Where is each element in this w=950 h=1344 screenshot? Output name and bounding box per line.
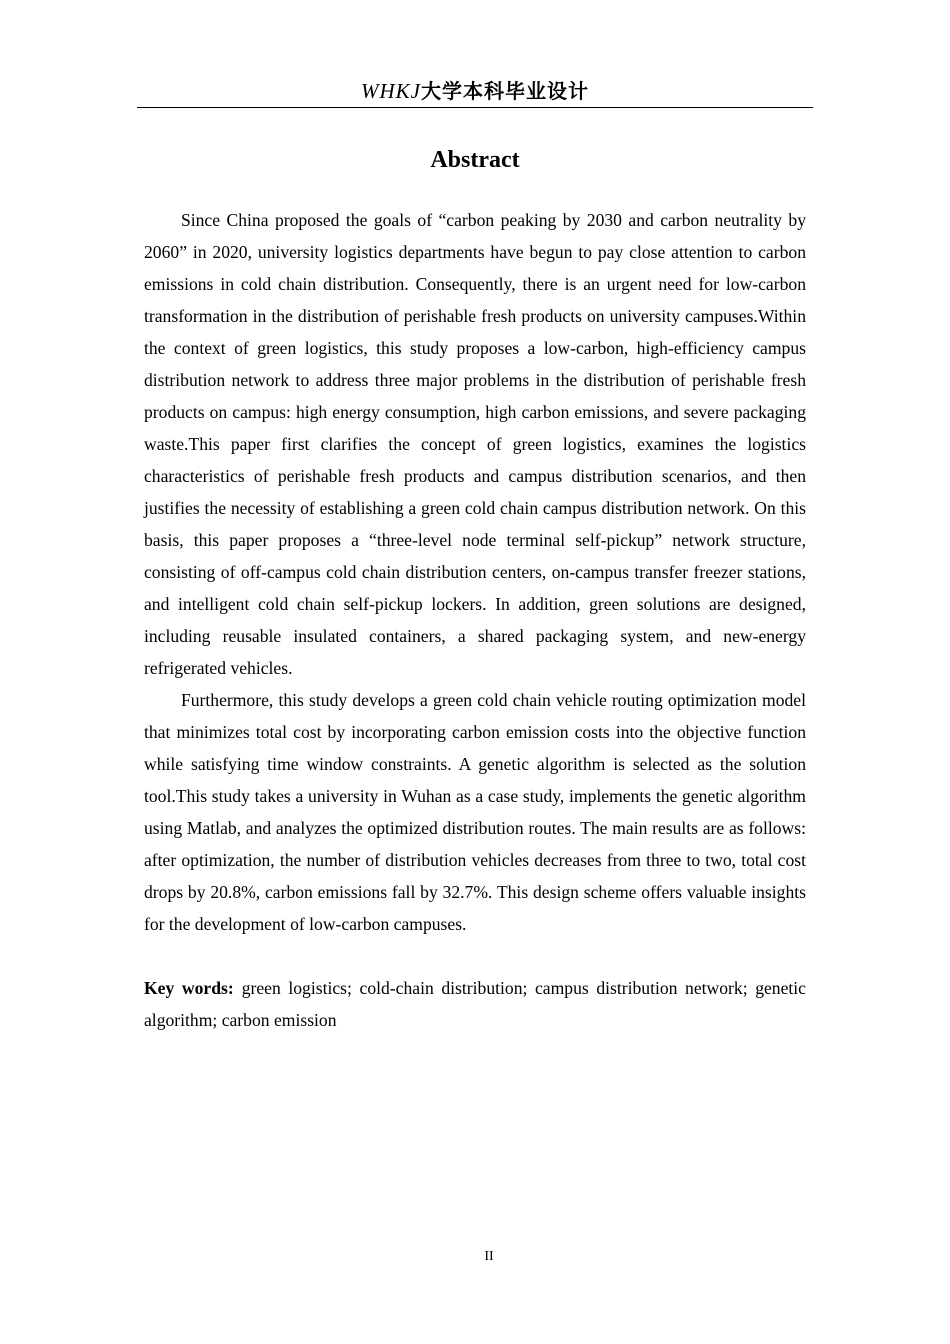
keywords-text: green logistics; cold-chain distribution; campus distribution network; genetic algorithm; carbon emission [144,978,806,1030]
header-title [361,79,589,103]
keywords-line [144,972,806,1036]
keywords-label: Key words: [144,978,234,998]
header-abbr: WHKJ [361,79,421,103]
page-header [137,78,813,108]
abstract-paragraph-2: Furthermore, this study develops a green cold chain vehicle routing optimization model that minimizes total cost by incorporating carbon emission costs into the objective function while satisfying time window constraints. A genetic algorithm is selected as the solution tool.This study takes a university in Wuhan as a case study, implements the genetic algorithm using Matlab, and analyzes the optimized distribution routes. The main results are as follows: after optimization, the number of distribution vehicles decreases from three to two, total cost drops by 20.8%, carbon emissions fall by 32.7%. This design scheme offers valuable insights for the development of low-carbon campuses. [144,690,806,934]
abstract-title: Abstract [430,147,520,173]
page-number: II [484,1249,494,1264]
abstract-body [144,204,806,1036]
header-title-cn: 大学本科毕业设计 [421,79,589,103]
abstract-paragraph-1: Since China proposed the goals of “carbon peaking by 2030 and carbon neutrality by 2060” in 2020, university logistics departments have begun to pay close attention to carbon emissions in cold chain distribution. Consequently, there is an urgent need for low-carbon transformation in the distribution of perishable fresh products on university campuses.Within the context of green logistics, this study proposes a low-carbon, high-efficiency campus distribution network to address three major problems in the distribution of perishable fresh products on campus: high energy consumption, high carbon emissions, and severe packaging waste.This paper first clarifies the concept of green logistics, examines the logistics characteristics of perishable fresh products and campus distribution scenarios, and then justifies the necessity of establishing a green cold chain campus distribution network. On this basis, this paper proposes a “three-level node terminal self-pickup” network structure, consisting of off-campus cold chain distribution centers, on-campus transfer freezer stations, and intelligent cold chain self-pickup lockers. In addition, green solutions are designed, including reusable insulated containers, a shared packaging system, and new-energy refrigerated vehicles. [144,210,806,678]
